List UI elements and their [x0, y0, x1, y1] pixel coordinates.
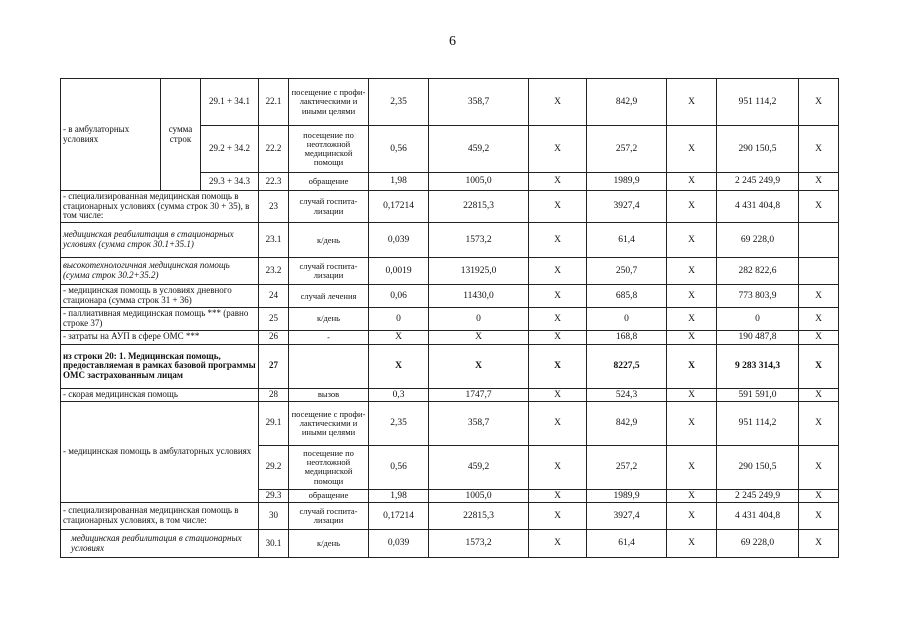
cell-v6: 0 — [717, 308, 799, 330]
cell-v7: Х — [799, 79, 839, 126]
cell-v1: 1,98 — [369, 489, 429, 502]
row-name: высокотехнологичная медицинская помощь (сумма строк 30.2+35.2) — [61, 258, 259, 285]
row-name: - скорая медицинская помощь — [61, 388, 259, 401]
cell-v2: 1005,0 — [429, 173, 529, 191]
cell-v4: 524,3 — [587, 388, 667, 401]
cell-v7: Х — [799, 445, 839, 489]
row-unit: посещение по неотложной медицинской помощи — [289, 445, 369, 489]
table-row — [61, 401, 839, 445]
row-number: 23.1 — [259, 223, 289, 258]
cell-v3: Х — [529, 126, 587, 173]
row-unit: обращение — [289, 489, 369, 502]
cell-v3: Х — [529, 308, 587, 330]
cell-v1: 0,56 — [369, 126, 429, 173]
cell-v6: 69 228,0 — [717, 530, 799, 558]
row-unit: к/день — [289, 223, 369, 258]
cell-v7: Х — [799, 308, 839, 330]
cell-v7 — [799, 258, 839, 285]
row-name: - паллиативная медицинская помощь *** (равно строке 37) — [61, 308, 259, 330]
row-number: 22.3 — [259, 173, 289, 191]
row-unit: к/день — [289, 308, 369, 330]
cell-v6: 69 228,0 — [717, 223, 799, 258]
cell-v5: Х — [667, 489, 717, 502]
row-number: 23 — [259, 191, 289, 223]
row-name: - затраты на АУП в сфере ОМС *** — [61, 330, 259, 344]
row-unit: случай лечения — [289, 285, 369, 308]
cell-v2: 1573,2 — [429, 530, 529, 558]
cell-v3: Х — [529, 530, 587, 558]
cell-v1: Х — [369, 330, 429, 344]
cell-v7: Х — [799, 173, 839, 191]
cell-v4: 8227,5 — [587, 344, 667, 388]
cell-v1: 0,039 — [369, 530, 429, 558]
row-unit: вызов — [289, 388, 369, 401]
cell-v3: Х — [529, 191, 587, 223]
cell-v7: Х — [799, 330, 839, 344]
cell-v1: Х — [369, 344, 429, 388]
cell-v5: Х — [667, 258, 717, 285]
cell-v5: Х — [667, 223, 717, 258]
row-source: 29.1 + 34.1 — [201, 79, 259, 126]
cell-v6: 4 431 404,8 — [717, 503, 799, 530]
cell-v5: Х — [667, 191, 717, 223]
page-number: 6 — [449, 34, 456, 49]
table-row — [61, 330, 839, 344]
cell-v2: 0 — [429, 308, 529, 330]
row-name: - специализированная медицинская помощь в стационарных условиях, в том числе: — [61, 503, 259, 530]
cell-v6: 9 283 314,3 — [717, 344, 799, 388]
cell-v3: Х — [529, 330, 587, 344]
cell-v5: Х — [667, 401, 717, 445]
row-number: 28 — [259, 388, 289, 401]
row-number: 22.1 — [259, 79, 289, 126]
row-number: 24 — [259, 285, 289, 308]
cell-v7: Х — [799, 503, 839, 530]
cell-v6: 591 591,0 — [717, 388, 799, 401]
cell-v1: 2,35 — [369, 401, 429, 445]
cell-v3: Х — [529, 489, 587, 502]
cell-v1: 0 — [369, 308, 429, 330]
cell-v3: Х — [529, 344, 587, 388]
cell-v5: Х — [667, 530, 717, 558]
row-unit: случай госпита-лизации — [289, 191, 369, 223]
cell-v6: 951 114,2 — [717, 79, 799, 126]
cell-v3: Х — [529, 285, 587, 308]
cell-v5: Х — [667, 503, 717, 530]
table-row — [61, 388, 839, 401]
cell-v7: Х — [799, 191, 839, 223]
cell-v4: 1989,9 — [587, 489, 667, 502]
cell-v7 — [799, 223, 839, 258]
cell-v4: 61,4 — [587, 530, 667, 558]
table-row — [61, 503, 839, 530]
cell-v5: Х — [667, 344, 717, 388]
cell-v5: Х — [667, 79, 717, 126]
cell-v3: Х — [529, 388, 587, 401]
cell-v3: Х — [529, 223, 587, 258]
cell-v4: 842,9 — [587, 79, 667, 126]
cell-v3: Х — [529, 79, 587, 126]
cell-v2: 459,2 — [429, 445, 529, 489]
row-number: 29.3 — [259, 489, 289, 502]
row-number: 29.2 — [259, 445, 289, 489]
row-name: медицинская реабилитация в стационарных условиях (сумма строк 30.1+35.1) — [61, 223, 259, 258]
row-name: - медицинская помощь в условиях дневного стационара (сумма строк 31 + 36) — [61, 285, 259, 308]
cell-v4: 61,4 — [587, 223, 667, 258]
row-unit: случай госпита-лизации — [289, 258, 369, 285]
table-row — [61, 308, 839, 330]
cell-v1: 0,0019 — [369, 258, 429, 285]
row-number: 30.1 — [259, 530, 289, 558]
cell-v5: Х — [667, 308, 717, 330]
cell-v4: 168,8 — [587, 330, 667, 344]
cell-v2: 459,2 — [429, 126, 529, 173]
row-name: - медицинская помощь в амбулаторных условиях — [61, 401, 259, 502]
cell-v2: 11430,0 — [429, 285, 529, 308]
row-number: 25 — [259, 308, 289, 330]
table-row — [61, 285, 839, 308]
cell-v4: 3927,4 — [587, 503, 667, 530]
cell-v2: 358,7 — [429, 401, 529, 445]
row-unit — [289, 344, 369, 388]
cell-v4: 3927,4 — [587, 191, 667, 223]
cell-v5: Х — [667, 445, 717, 489]
cell-v7: Х — [799, 489, 839, 502]
cell-v1: 1,98 — [369, 173, 429, 191]
cell-v7: Х — [799, 344, 839, 388]
row-name: - специализированная медицинская помощь в стационарных условиях (сумма строк 30 + 35), в том числе: — [61, 191, 259, 223]
cell-v5: Х — [667, 330, 717, 344]
cell-v1: 0,039 — [369, 223, 429, 258]
row-number: 27 — [259, 344, 289, 388]
cell-v6: 773 803,9 — [717, 285, 799, 308]
cell-v3: Х — [529, 503, 587, 530]
cell-v1: 0,17214 — [369, 191, 429, 223]
cell-v6: 951 114,2 — [717, 401, 799, 445]
cell-v6: 290 150,5 — [717, 445, 799, 489]
cell-v4: 842,9 — [587, 401, 667, 445]
row-number: 23.2 — [259, 258, 289, 285]
row-number: 26 — [259, 330, 289, 344]
cell-v6: 282 822,6 — [717, 258, 799, 285]
cell-v7: Х — [799, 126, 839, 173]
row-name: медицинская реабилитация в стационарных условиях — [61, 530, 259, 558]
table-row — [61, 258, 839, 285]
cell-v1: 2,35 — [369, 79, 429, 126]
cell-v1: 0,56 — [369, 445, 429, 489]
row-unit: случай госпита-лизации — [289, 503, 369, 530]
row-name: - в амбулаторных условиях — [61, 79, 161, 191]
table-row — [61, 530, 839, 558]
cell-v1: 0,17214 — [369, 503, 429, 530]
cell-v3: Х — [529, 401, 587, 445]
row-source: 29.2 + 34.2 — [201, 126, 259, 173]
row-unit: посещение с профи-лактическими и иными целями — [289, 79, 369, 126]
cell-v1: 0,06 — [369, 285, 429, 308]
cell-v3: Х — [529, 258, 587, 285]
cell-v2: Х — [429, 330, 529, 344]
cell-v5: Х — [667, 173, 717, 191]
cell-v4: 250,7 — [587, 258, 667, 285]
cell-v7: Х — [799, 285, 839, 308]
cell-v6: 2 245 249,9 — [717, 489, 799, 502]
cell-v5: Х — [667, 285, 717, 308]
cell-v2: 22815,3 — [429, 503, 529, 530]
row-number: 22.2 — [259, 126, 289, 173]
cell-v5: Х — [667, 126, 717, 173]
table-row — [61, 344, 839, 388]
row-number: 30 — [259, 503, 289, 530]
row-subgroup: сумма строк — [161, 79, 201, 191]
cell-v6: 2 245 249,9 — [717, 173, 799, 191]
data-table — [60, 78, 839, 558]
cell-v3: Х — [529, 173, 587, 191]
table-row — [61, 79, 839, 126]
row-source: 29.3 + 34.3 — [201, 173, 259, 191]
cell-v6: 190 487,8 — [717, 330, 799, 344]
cell-v4: 1989,9 — [587, 173, 667, 191]
cell-v2: 1747,7 — [429, 388, 529, 401]
row-name: из строки 20: 1. Медицинская помощь, предоставляемая в рамках базовой программы ОМС застрахованным лицам — [61, 344, 259, 388]
cell-v3: Х — [529, 445, 587, 489]
cell-v7: Х — [799, 401, 839, 445]
row-number: 29.1 — [259, 401, 289, 445]
row-unit: обращение — [289, 173, 369, 191]
cell-v6: 290 150,5 — [717, 126, 799, 173]
cell-v1: 0,3 — [369, 388, 429, 401]
row-unit: посещение по неотложной медицинской помощи — [289, 126, 369, 173]
cell-v2: 22815,3 — [429, 191, 529, 223]
cell-v2: Х — [429, 344, 529, 388]
cell-v4: 0 — [587, 308, 667, 330]
cell-v5: Х — [667, 388, 717, 401]
cell-v2: 1005,0 — [429, 489, 529, 502]
row-unit: посещение с профи-лактическими и иными целями — [289, 401, 369, 445]
table-row — [61, 223, 839, 258]
row-unit: к/день — [289, 530, 369, 558]
row-unit: - — [289, 330, 369, 344]
cell-v2: 131925,0 — [429, 258, 529, 285]
cell-v2: 1573,2 — [429, 223, 529, 258]
cell-v4: 685,8 — [587, 285, 667, 308]
cell-v4: 257,2 — [587, 445, 667, 489]
cell-v7: Х — [799, 530, 839, 558]
cell-v2: 358,7 — [429, 79, 529, 126]
cell-v7: Х — [799, 388, 839, 401]
cell-v6: 4 431 404,8 — [717, 191, 799, 223]
cell-v4: 257,2 — [587, 126, 667, 173]
table-row — [61, 191, 839, 223]
